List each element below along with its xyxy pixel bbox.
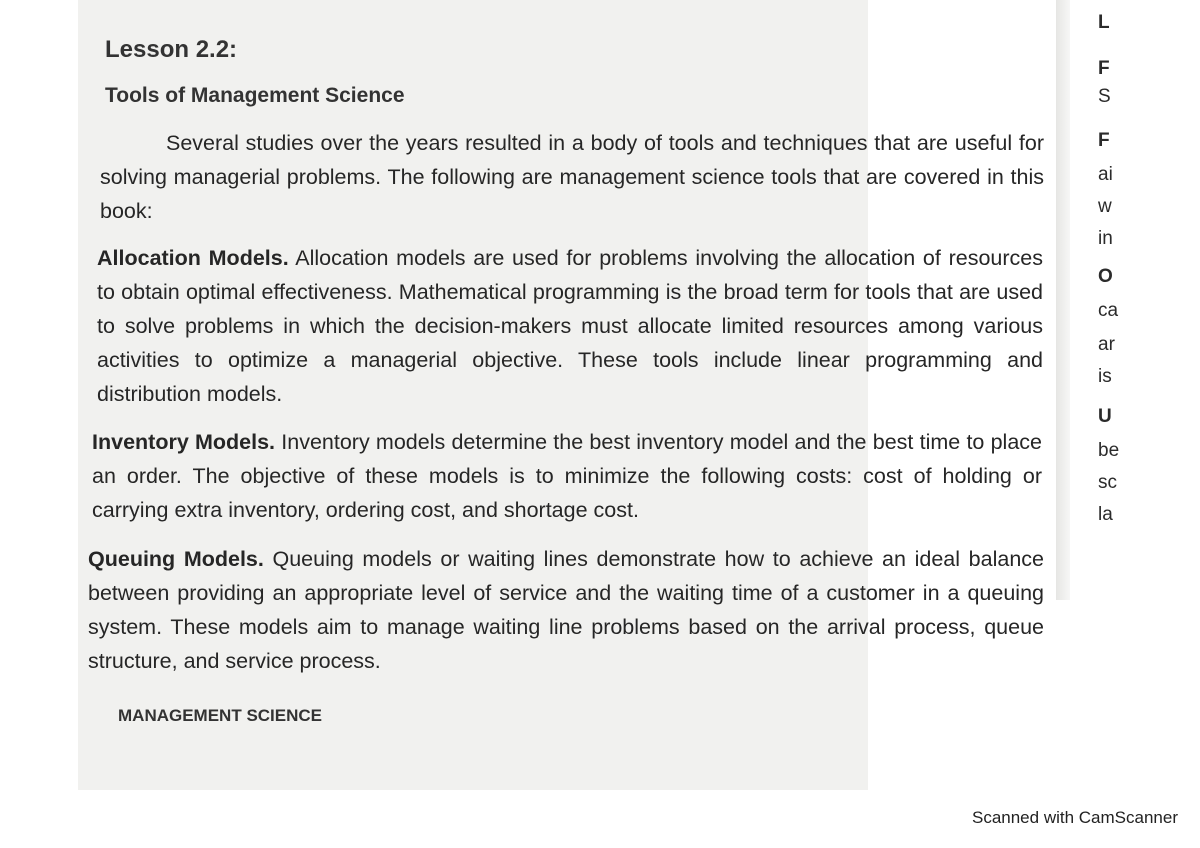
adjacent-page-fragment: be [1098, 440, 1120, 461]
inventory-models-text: Inventory models determine the best inventory model and the best time to place an order. The objective of these models is to minimize the following costs: cost of holding or carrying extra inventory, ordering cost, and shortage cost. [92, 430, 1042, 522]
inventory-models-heading: Inventory Models. [92, 430, 276, 454]
adjacent-page-fragment: la [1098, 504, 1113, 525]
adjacent-page-fragment: in [1098, 228, 1113, 249]
queuing-models-text: Queuing models or waiting lines demonstrate how to achieve an ideal balance between providing an appropriate level of service and the waiting time of a customer in a queuing system. These models aim to manage waiting line problems based on the arrival process, queue structure, and service process. [88, 547, 1044, 673]
adjacent-page-fragment: ai [1098, 164, 1113, 185]
adjacent-page-edge [1088, 0, 1200, 560]
adjacent-page-fragment: ca [1098, 300, 1119, 321]
queuing-models-paragraph [88, 542, 1044, 678]
adjacent-page-fragment: ar [1098, 334, 1115, 355]
adjacent-page-fragment: S [1098, 86, 1111, 107]
allocation-models-heading: Allocation Models. [97, 246, 289, 270]
allocation-models-text: Allocation models are used for problems involving the allocation of resources to obtain optimal effectiveness. Mathematical programming is the broad term for tools that are used to solve problems in which the decision-makers must allocate limited resources among various activities to optimize a managerial objective. These tools include linear programming and distribution models. [97, 246, 1043, 406]
queuing-models-heading: Queuing Models. [88, 547, 264, 571]
intro-paragraph: Several studies over the years resulted in a body of tools and techniques that are useful for solving managerial problems. The following are management science tools that are covered in this book: [100, 131, 1044, 223]
page-footer: MANAGEMENT SCIENCE [118, 706, 323, 725]
adjacent-page-fragment: F [1098, 130, 1110, 151]
adjacent-page-fragment: sc [1098, 472, 1117, 493]
adjacent-page-fragment: O [1098, 266, 1113, 287]
lesson-title: Lesson 2.2: [105, 36, 238, 63]
lesson-subtitle: Tools of Management Science [105, 84, 405, 107]
adjacent-page-fragment: is [1098, 366, 1112, 387]
page-gutter [1056, 0, 1070, 600]
scanner-watermark: Scanned with CamScanner [971, 808, 1178, 827]
allocation-models-paragraph [97, 241, 1043, 411]
adjacent-page-fragment: w [1098, 196, 1112, 217]
adjacent-page-fragment: U [1098, 406, 1112, 427]
adjacent-page-fragment: F [1098, 58, 1110, 79]
inventory-models-paragraph [92, 425, 1042, 527]
adjacent-page-fragment: L [1098, 12, 1110, 33]
